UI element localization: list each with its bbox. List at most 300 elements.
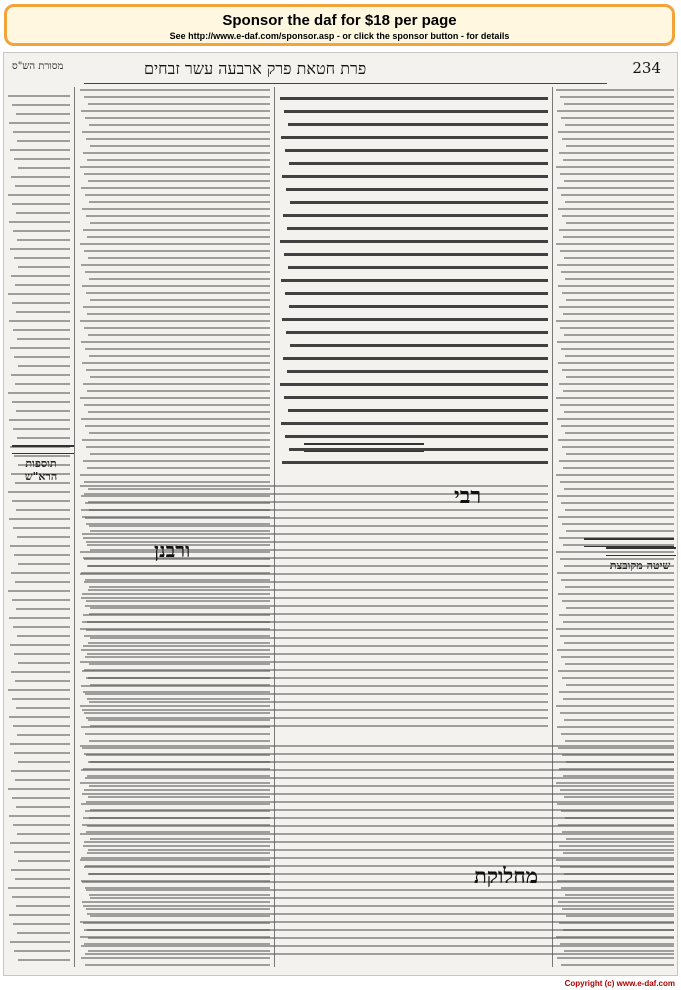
text-line [86, 801, 674, 803]
text-line [81, 857, 674, 859]
text-line [557, 264, 674, 266]
text-line [558, 208, 674, 210]
text-line [9, 122, 70, 124]
text-line [561, 579, 674, 581]
text-line [14, 851, 70, 853]
text-line [562, 446, 674, 448]
text-line [86, 292, 270, 294]
text-line [16, 212, 70, 214]
text-line [283, 214, 548, 217]
text-line [280, 97, 548, 100]
text-line [286, 188, 548, 191]
text-line [556, 628, 674, 630]
text-line [13, 428, 70, 430]
text-line [564, 180, 674, 182]
text-line [10, 941, 70, 943]
text-line [82, 439, 270, 441]
text-line [16, 509, 70, 511]
text-line [556, 89, 674, 91]
text-line [17, 338, 70, 340]
text-line [11, 671, 70, 673]
text-line [563, 236, 674, 238]
tosafot-harosh-box [8, 445, 74, 483]
text-line [11, 374, 70, 376]
text-line [287, 227, 548, 230]
text-line [557, 649, 674, 651]
text-line [561, 733, 674, 735]
heading-word-rebbi: רבי [454, 483, 482, 509]
text-line [87, 825, 674, 827]
text-line [89, 432, 270, 434]
text-line [87, 467, 270, 469]
text-line [80, 573, 548, 575]
text-line [18, 860, 70, 862]
text-line [566, 145, 674, 147]
text-line [82, 362, 270, 364]
text-line [83, 557, 548, 559]
text-line [18, 365, 70, 367]
text-line [84, 404, 270, 406]
text-line [563, 313, 674, 315]
text-line [85, 733, 270, 735]
text-line [285, 149, 548, 152]
text-line [9, 320, 70, 322]
text-line [565, 432, 674, 434]
text-line [88, 334, 270, 336]
text-line [8, 95, 70, 97]
text-line [281, 136, 548, 139]
heading-word-verabanan: ורבנן [154, 538, 191, 562]
text-line [564, 257, 674, 259]
tosafot-harosh-title: תוספות הרא"ש [24, 457, 58, 483]
text-line [566, 684, 674, 686]
text-line [11, 869, 70, 871]
text-line [89, 201, 270, 203]
text-line [558, 131, 674, 133]
text-line [565, 663, 674, 665]
text-line [566, 299, 674, 301]
text-line [561, 425, 674, 427]
text-line [14, 356, 70, 358]
text-line [87, 565, 548, 567]
text-line [87, 159, 270, 161]
text-line [15, 185, 70, 187]
text-line [560, 712, 674, 714]
text-line [8, 689, 70, 691]
text-line [559, 691, 674, 693]
text-line [88, 411, 270, 413]
text-line [90, 725, 548, 727]
masoret-hashas-label: מסורת הש"ס [12, 61, 64, 72]
text-line [90, 145, 270, 147]
text-line [80, 745, 674, 747]
text-line [10, 545, 70, 547]
text-line [561, 348, 674, 350]
text-line [557, 341, 674, 343]
text-line [562, 677, 674, 679]
text-line [83, 383, 270, 385]
text-line [18, 266, 70, 268]
text-line [565, 124, 674, 126]
text-line [17, 833, 70, 835]
text-line [88, 761, 674, 763]
text-line [281, 279, 548, 282]
text-line [90, 637, 548, 639]
text-line [82, 131, 270, 133]
text-line [89, 873, 674, 875]
text-line [557, 418, 674, 420]
page-number: 234 [632, 59, 661, 77]
text-line [16, 410, 70, 412]
text-line [564, 334, 674, 336]
text-line [563, 698, 674, 700]
text-line [13, 527, 70, 529]
text-line [81, 341, 270, 343]
text-line [565, 509, 674, 511]
text-line [89, 124, 270, 126]
text-line [14, 752, 70, 754]
text-line [557, 110, 674, 112]
margin-rule-left [74, 87, 75, 967]
text-line [562, 600, 674, 602]
text-line [85, 953, 674, 955]
text-line [87, 913, 674, 915]
text-line [560, 404, 674, 406]
text-line [17, 239, 70, 241]
text-line [12, 698, 70, 700]
text-line [89, 785, 674, 787]
text-line [290, 344, 548, 347]
text-line [80, 921, 674, 923]
text-line [82, 285, 270, 287]
text-line [566, 453, 674, 455]
text-line [559, 460, 674, 462]
text-line [15, 878, 70, 880]
text-line [86, 889, 674, 891]
text-line [563, 159, 674, 161]
text-line [80, 320, 270, 322]
text-line [81, 187, 270, 189]
text-line [16, 905, 70, 907]
text-line [84, 929, 674, 931]
text-line [556, 243, 674, 245]
text-line [12, 896, 70, 898]
text-line [284, 253, 548, 256]
text-line [17, 140, 70, 142]
text-line [8, 194, 70, 196]
text-line [16, 707, 70, 709]
text-line [13, 923, 70, 925]
text-line [564, 488, 674, 490]
text-line [82, 793, 674, 795]
text-line [86, 215, 270, 217]
text-line [84, 173, 270, 175]
text-line [561, 194, 674, 196]
text-line [9, 914, 70, 916]
ornament-divider [12, 445, 74, 454]
shita-mekubetzet-box [604, 547, 676, 572]
text-line [80, 661, 548, 663]
text-line [16, 311, 70, 313]
text-line [85, 865, 674, 867]
text-line [283, 357, 548, 360]
copyright-link[interactable]: Copyright (c) www.e-daf.com [564, 979, 675, 988]
text-line [287, 370, 548, 373]
ornament-divider [304, 443, 424, 452]
text-line [90, 809, 674, 811]
text-line [560, 327, 674, 329]
text-line [81, 769, 674, 771]
text-line [15, 383, 70, 385]
text-line [560, 481, 674, 483]
text-line [81, 110, 270, 112]
text-line [87, 236, 270, 238]
text-line [86, 446, 270, 448]
text-line [559, 614, 674, 616]
text-line [12, 797, 70, 799]
text-line [16, 113, 70, 115]
text-line [286, 331, 548, 334]
text-line [81, 264, 270, 266]
text-line [285, 292, 548, 295]
text-line [86, 717, 548, 719]
text-line [561, 117, 674, 119]
text-line [282, 175, 548, 178]
text-line [89, 355, 270, 357]
shita-mekubetzet-title: שיטה מקובצת [609, 559, 671, 572]
text-line [84, 669, 548, 671]
text-line [280, 383, 548, 386]
text-line [82, 881, 674, 883]
text-line [86, 369, 270, 371]
page-header: פרת חטאת פרק ארבעה עשר זבחים [144, 59, 367, 78]
text-line [9, 518, 70, 520]
text-line [87, 653, 548, 655]
text-line [85, 117, 270, 119]
text-line [8, 293, 70, 295]
text-line [84, 753, 674, 755]
text-line [561, 271, 674, 273]
text-line [284, 110, 548, 113]
text-line [85, 425, 270, 427]
text-line [84, 581, 548, 583]
text-line [89, 278, 270, 280]
text-line [87, 313, 270, 315]
text-line [556, 397, 674, 399]
text-line [18, 563, 70, 565]
text-line [282, 318, 548, 321]
text-line [560, 96, 674, 98]
text-line [284, 396, 548, 399]
text-line [18, 662, 70, 664]
text-line [84, 250, 270, 252]
text-line [559, 229, 674, 231]
text-line [13, 329, 70, 331]
text-line [84, 96, 270, 98]
text-line [560, 173, 674, 175]
text-line [87, 390, 270, 392]
text-line [11, 176, 70, 178]
text-line [15, 680, 70, 682]
text-line [12, 401, 70, 403]
text-line [85, 348, 270, 350]
text-line [10, 248, 70, 250]
text-line [290, 201, 548, 204]
text-line [89, 740, 270, 742]
text-line [85, 777, 674, 779]
text-line [83, 152, 270, 154]
text-line [10, 842, 70, 844]
text-line [9, 419, 70, 421]
text-line [90, 453, 270, 455]
text-line [83, 229, 270, 231]
text-line [288, 123, 548, 126]
heading-word-machloket: מחלוקת [474, 863, 539, 888]
header-rule [84, 83, 607, 84]
text-line [88, 589, 548, 591]
text-line [8, 590, 70, 592]
text-line [85, 271, 270, 273]
text-line [12, 104, 70, 106]
sponsor-banner-title[interactable]: Sponsor the daf for $18 per page [222, 12, 457, 29]
text-line [10, 644, 70, 646]
text-line [565, 586, 674, 588]
text-line [83, 306, 270, 308]
text-line [9, 815, 70, 817]
text-line [562, 369, 674, 371]
text-line [12, 203, 70, 205]
text-line [17, 635, 70, 637]
text-line [81, 685, 548, 687]
text-line [85, 605, 548, 607]
text-line [90, 897, 674, 899]
text-line [557, 572, 674, 574]
sponsor-banner-subtitle[interactable]: See http://www.e-daf.com/sponsor.asp - or click the sponsor button - for details [169, 31, 510, 41]
text-line [564, 103, 674, 105]
text-line [82, 621, 548, 623]
text-line [281, 422, 548, 425]
text-line [83, 645, 548, 647]
text-line [565, 355, 674, 357]
text-line [563, 390, 674, 392]
ornament-divider [584, 538, 674, 547]
text-line [14, 653, 70, 655]
text-line [80, 833, 674, 835]
text-line [15, 779, 70, 781]
text-line [84, 841, 674, 843]
text-line [9, 716, 70, 718]
text-line [18, 959, 70, 961]
text-line [88, 257, 270, 259]
text-line [12, 302, 70, 304]
text-line [12, 599, 70, 601]
text-line [17, 734, 70, 736]
text-line [561, 656, 674, 658]
text-line [82, 709, 548, 711]
text-line [88, 103, 270, 105]
text-line [84, 327, 270, 329]
text-line [558, 516, 674, 518]
text-line [8, 392, 70, 394]
text-line [18, 761, 70, 763]
text-line [9, 617, 70, 619]
text-line [14, 257, 70, 259]
text-line [560, 635, 674, 637]
text-line [17, 437, 70, 439]
text-line [89, 701, 548, 703]
text-line [558, 439, 674, 441]
text-line [9, 221, 70, 223]
text-line [562, 292, 674, 294]
text-line [556, 320, 674, 322]
text-line [89, 613, 548, 615]
text-line [14, 158, 70, 160]
text-line [80, 166, 270, 168]
text-line [86, 138, 270, 140]
text-line [289, 162, 548, 165]
text-line [557, 187, 674, 189]
text-line [17, 932, 70, 934]
text-line [18, 167, 70, 169]
text-line [81, 597, 548, 599]
text-line [90, 299, 270, 301]
text-line [561, 502, 674, 504]
text-line [86, 629, 548, 631]
text-line [565, 740, 674, 742]
text-line [85, 693, 548, 695]
text-line [566, 607, 674, 609]
text-line [88, 937, 674, 939]
text-line [559, 306, 674, 308]
text-line [558, 593, 674, 595]
text-line [85, 964, 270, 966]
text-line [89, 525, 548, 527]
text-line [13, 824, 70, 826]
text-line [90, 222, 270, 224]
text-line [12, 500, 70, 502]
text-line [556, 705, 674, 707]
text-line [90, 376, 270, 378]
text-line [88, 849, 674, 851]
text-line [566, 222, 674, 224]
text-line [566, 376, 674, 378]
text-line [8, 491, 70, 493]
text-line [80, 243, 270, 245]
text-line [14, 554, 70, 556]
ornament-divider [606, 547, 676, 556]
text-line [560, 250, 674, 252]
text-line [562, 138, 674, 140]
text-line [11, 572, 70, 574]
text-line [13, 131, 70, 133]
text-line [82, 533, 548, 535]
text-line [83, 905, 674, 907]
text-line [10, 743, 70, 745]
gemara-text-block [280, 95, 548, 475]
text-line [80, 397, 270, 399]
text-line [13, 230, 70, 232]
text-line [282, 461, 548, 464]
text-line [565, 278, 674, 280]
text-line [564, 719, 674, 721]
text-line [81, 418, 270, 420]
sponsor-banner[interactable] [4, 4, 675, 46]
mishna-commentary-block [80, 483, 548, 733]
text-line [565, 201, 674, 203]
text-line [8, 887, 70, 889]
text-line [564, 642, 674, 644]
text-line [558, 362, 674, 364]
